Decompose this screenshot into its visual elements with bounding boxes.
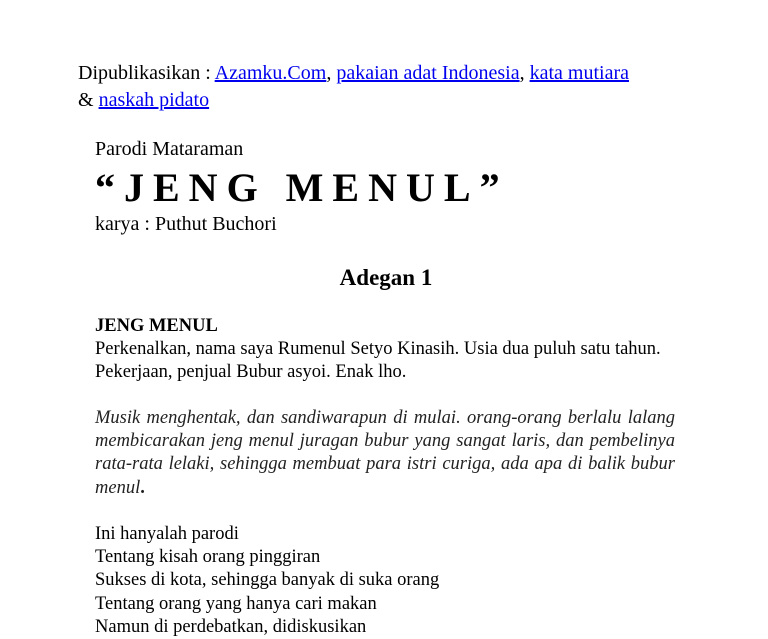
ampersand: &	[78, 89, 99, 111]
separator: ,	[519, 62, 530, 84]
scene-heading: Adegan 1	[339, 265, 433, 290]
play-title: “JENG MENUL”	[95, 165, 509, 210]
link-azamku[interactable]: Azamku.Com	[214, 62, 327, 84]
link-kata-mutiara[interactable]: kata mutiara	[529, 62, 629, 84]
speaker-name: JENG MENUL	[95, 316, 218, 336]
link-pakaian-adat[interactable]: pakaian adat Indonesia	[336, 62, 520, 84]
poem-line: Tentang orang yang hanya cari makan	[95, 593, 377, 614]
poem-line: Namun di perdebatkan, didiskusikan	[95, 616, 367, 637]
poem-line: Ini hanyalah parodi	[95, 524, 239, 544]
publication-line	[78, 60, 698, 114]
link-naskah-pidato[interactable]: naskah pidato	[98, 89, 210, 111]
poem	[95, 523, 675, 639]
stage-direction	[95, 407, 675, 500]
poem-line: Sukses di kota, sehingga banyak di suka orang	[95, 570, 440, 591]
poem-line: Tentang kisah orang pinggiran	[95, 547, 321, 568]
play-author: karya : Puthut Buchori	[95, 213, 277, 235]
play-subtitle: Parodi Mataraman	[95, 138, 244, 160]
stage-direction-end: .	[140, 477, 145, 498]
stage-direction-text: Musik menghentak, dan sandiwarapun di mulai. orang-orang berlalu lalang membicarakan jeng menul juragan bubur yang sangat laris, dan pembelinya rata-rata lelaki, sehingga membuat para istri curiga, ada apa di balik bubur menul	[95, 408, 675, 498]
publish-prefix: Dipublikasikan :	[78, 62, 215, 84]
separator: ,	[326, 62, 337, 84]
speaker-line: Perkenalkan, nama saya Rumenul Setyo Kinasih. Usia dua puluh satu tahun. Pekerjaan, penjual Bubur asyoi. Enak lho.	[95, 339, 661, 383]
speaker-block	[95, 315, 675, 385]
